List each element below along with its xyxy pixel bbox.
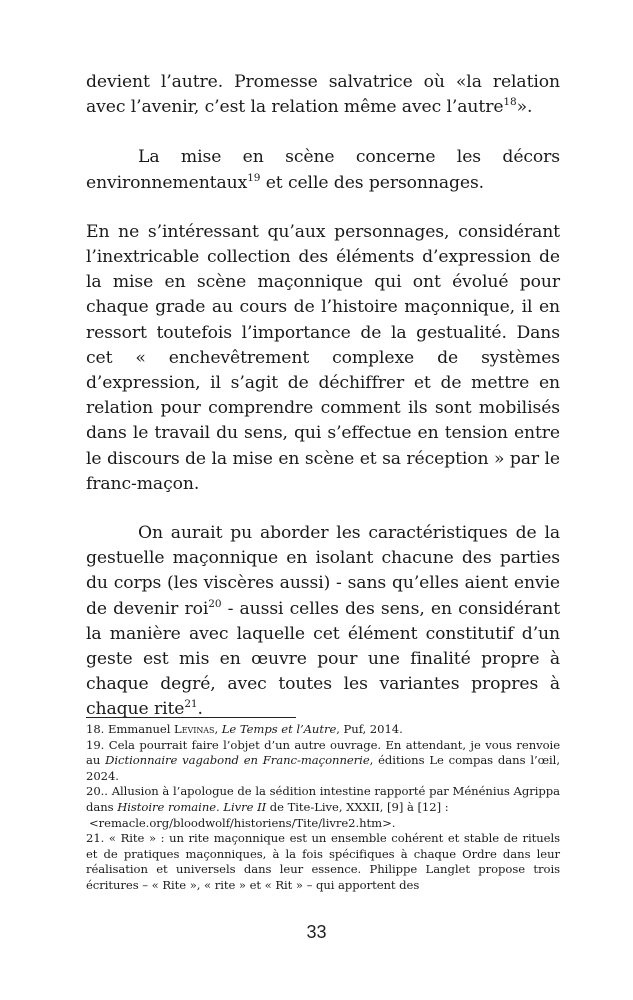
footnote-author-first: Emmanuel bbox=[107, 722, 171, 736]
footnote-number: 18. bbox=[86, 722, 105, 736]
footnote-ref[interactable]: 20 bbox=[208, 597, 222, 610]
footnote-number: 20.. bbox=[86, 784, 108, 799]
footnote-separator bbox=[86, 717, 296, 718]
footnote-text: , bbox=[214, 722, 222, 736]
footnote-text: de Tite-Live, XXXII, [9] à [12] : bbox=[266, 799, 449, 814]
footnote-title: Dictionnaire vagabond en Franc-maçonnerie bbox=[105, 753, 370, 768]
footnote-text: « Rite » : un rite maçonnique est un ensemble cohérent et stable de rituels et de pratiques maçonniques, à la fois spécifiques à chaque Ordre dans leur réalisation et universels dans leur essence. Philippe Langlet propose trois écritures – « Rite », « rite » et « Rit » – qui apportent des bbox=[86, 831, 561, 892]
footnote bbox=[86, 831, 560, 893]
footnotes bbox=[86, 722, 560, 894]
footnote-text: , éditions Le compas dans l’œil, 2024. bbox=[86, 753, 560, 783]
body-text bbox=[86, 70, 560, 723]
footnote-ref[interactable]: 18 bbox=[503, 96, 517, 109]
paragraph-text: et celle des personnages. bbox=[260, 172, 485, 193]
paragraph-text: - aussi celles des sens, en considérant la manière avec laquelle cet élément constitutif d’un geste est mis en œuvre pour une finalité propre à chaque degré, avec toutes les variantes propres à chaque rite bbox=[86, 598, 561, 720]
footnote-ref[interactable]: 21 bbox=[184, 698, 198, 711]
paragraph-text: ». bbox=[516, 97, 533, 118]
paragraph-text: On aurait pu aborder les caractéristiques de la gestuelle maçonnique en isolant chacune des parties du corps (les viscères aussi) - sans qu’elles aient envie de devenir roi bbox=[86, 523, 560, 619]
paragraph bbox=[86, 70, 560, 120]
footnote-number: 19. bbox=[86, 737, 105, 752]
footnote-text: Cela pourrait faire l’objet d’un autre ouvrage. En attendant, je vous renvoie au bbox=[86, 737, 561, 768]
footnote-title: Histoire romaine. Livre II bbox=[117, 799, 267, 814]
paragraph-text: . bbox=[197, 699, 203, 720]
footnote bbox=[86, 784, 560, 831]
paragraph-text: devient l’autre. Promesse salvatrice où «la relation avec l’avenir, c’est la relation même avec l’autre bbox=[86, 72, 560, 118]
paragraph bbox=[86, 220, 560, 497]
footnote-text: Allusion à l’apologue de la sédition intestine rapporté par Ménénius Agrippa dans bbox=[86, 784, 561, 814]
footnote-number: 21. bbox=[86, 831, 105, 846]
paragraph bbox=[86, 521, 560, 723]
footnote-title: Le Temps et l’Autre bbox=[221, 722, 337, 736]
paragraph-text: La mise en scène concerne les décors environnementaux bbox=[86, 147, 560, 193]
page-number: 33 bbox=[306, 922, 327, 942]
footnote bbox=[86, 738, 560, 785]
footnote-author-last: Levinas bbox=[174, 722, 215, 736]
paragraph bbox=[86, 145, 560, 195]
paragraph-text: En ne s’intéressant qu’aux personnages, considérant l’inextricable collection des éléments d’expression de la mise en scène maçonnique qui ont évolué pour chaque grade au cours de l’histoire maçonnique, il en ressort toutefois l’importance de la gestualité. Dans cet « enchevêtrement complexe de systèmes d’expression, il s’agit de déchiffrer et de mettre en relation pour comprendre comment ils sont mobilisés dans le travail du sens, qui s’effectue en tension entre le discours de la mise en scène et sa réception » par le franc-maçon. bbox=[86, 221, 560, 494]
footnote-text: , Puf, 2014. bbox=[336, 722, 403, 736]
footnote-link[interactable]: <remacle.org/bloodwolf/historiens/Tite/livre2.htm>. bbox=[89, 815, 396, 830]
footnote-ref[interactable]: 19 bbox=[247, 171, 261, 184]
footnote bbox=[86, 722, 560, 738]
